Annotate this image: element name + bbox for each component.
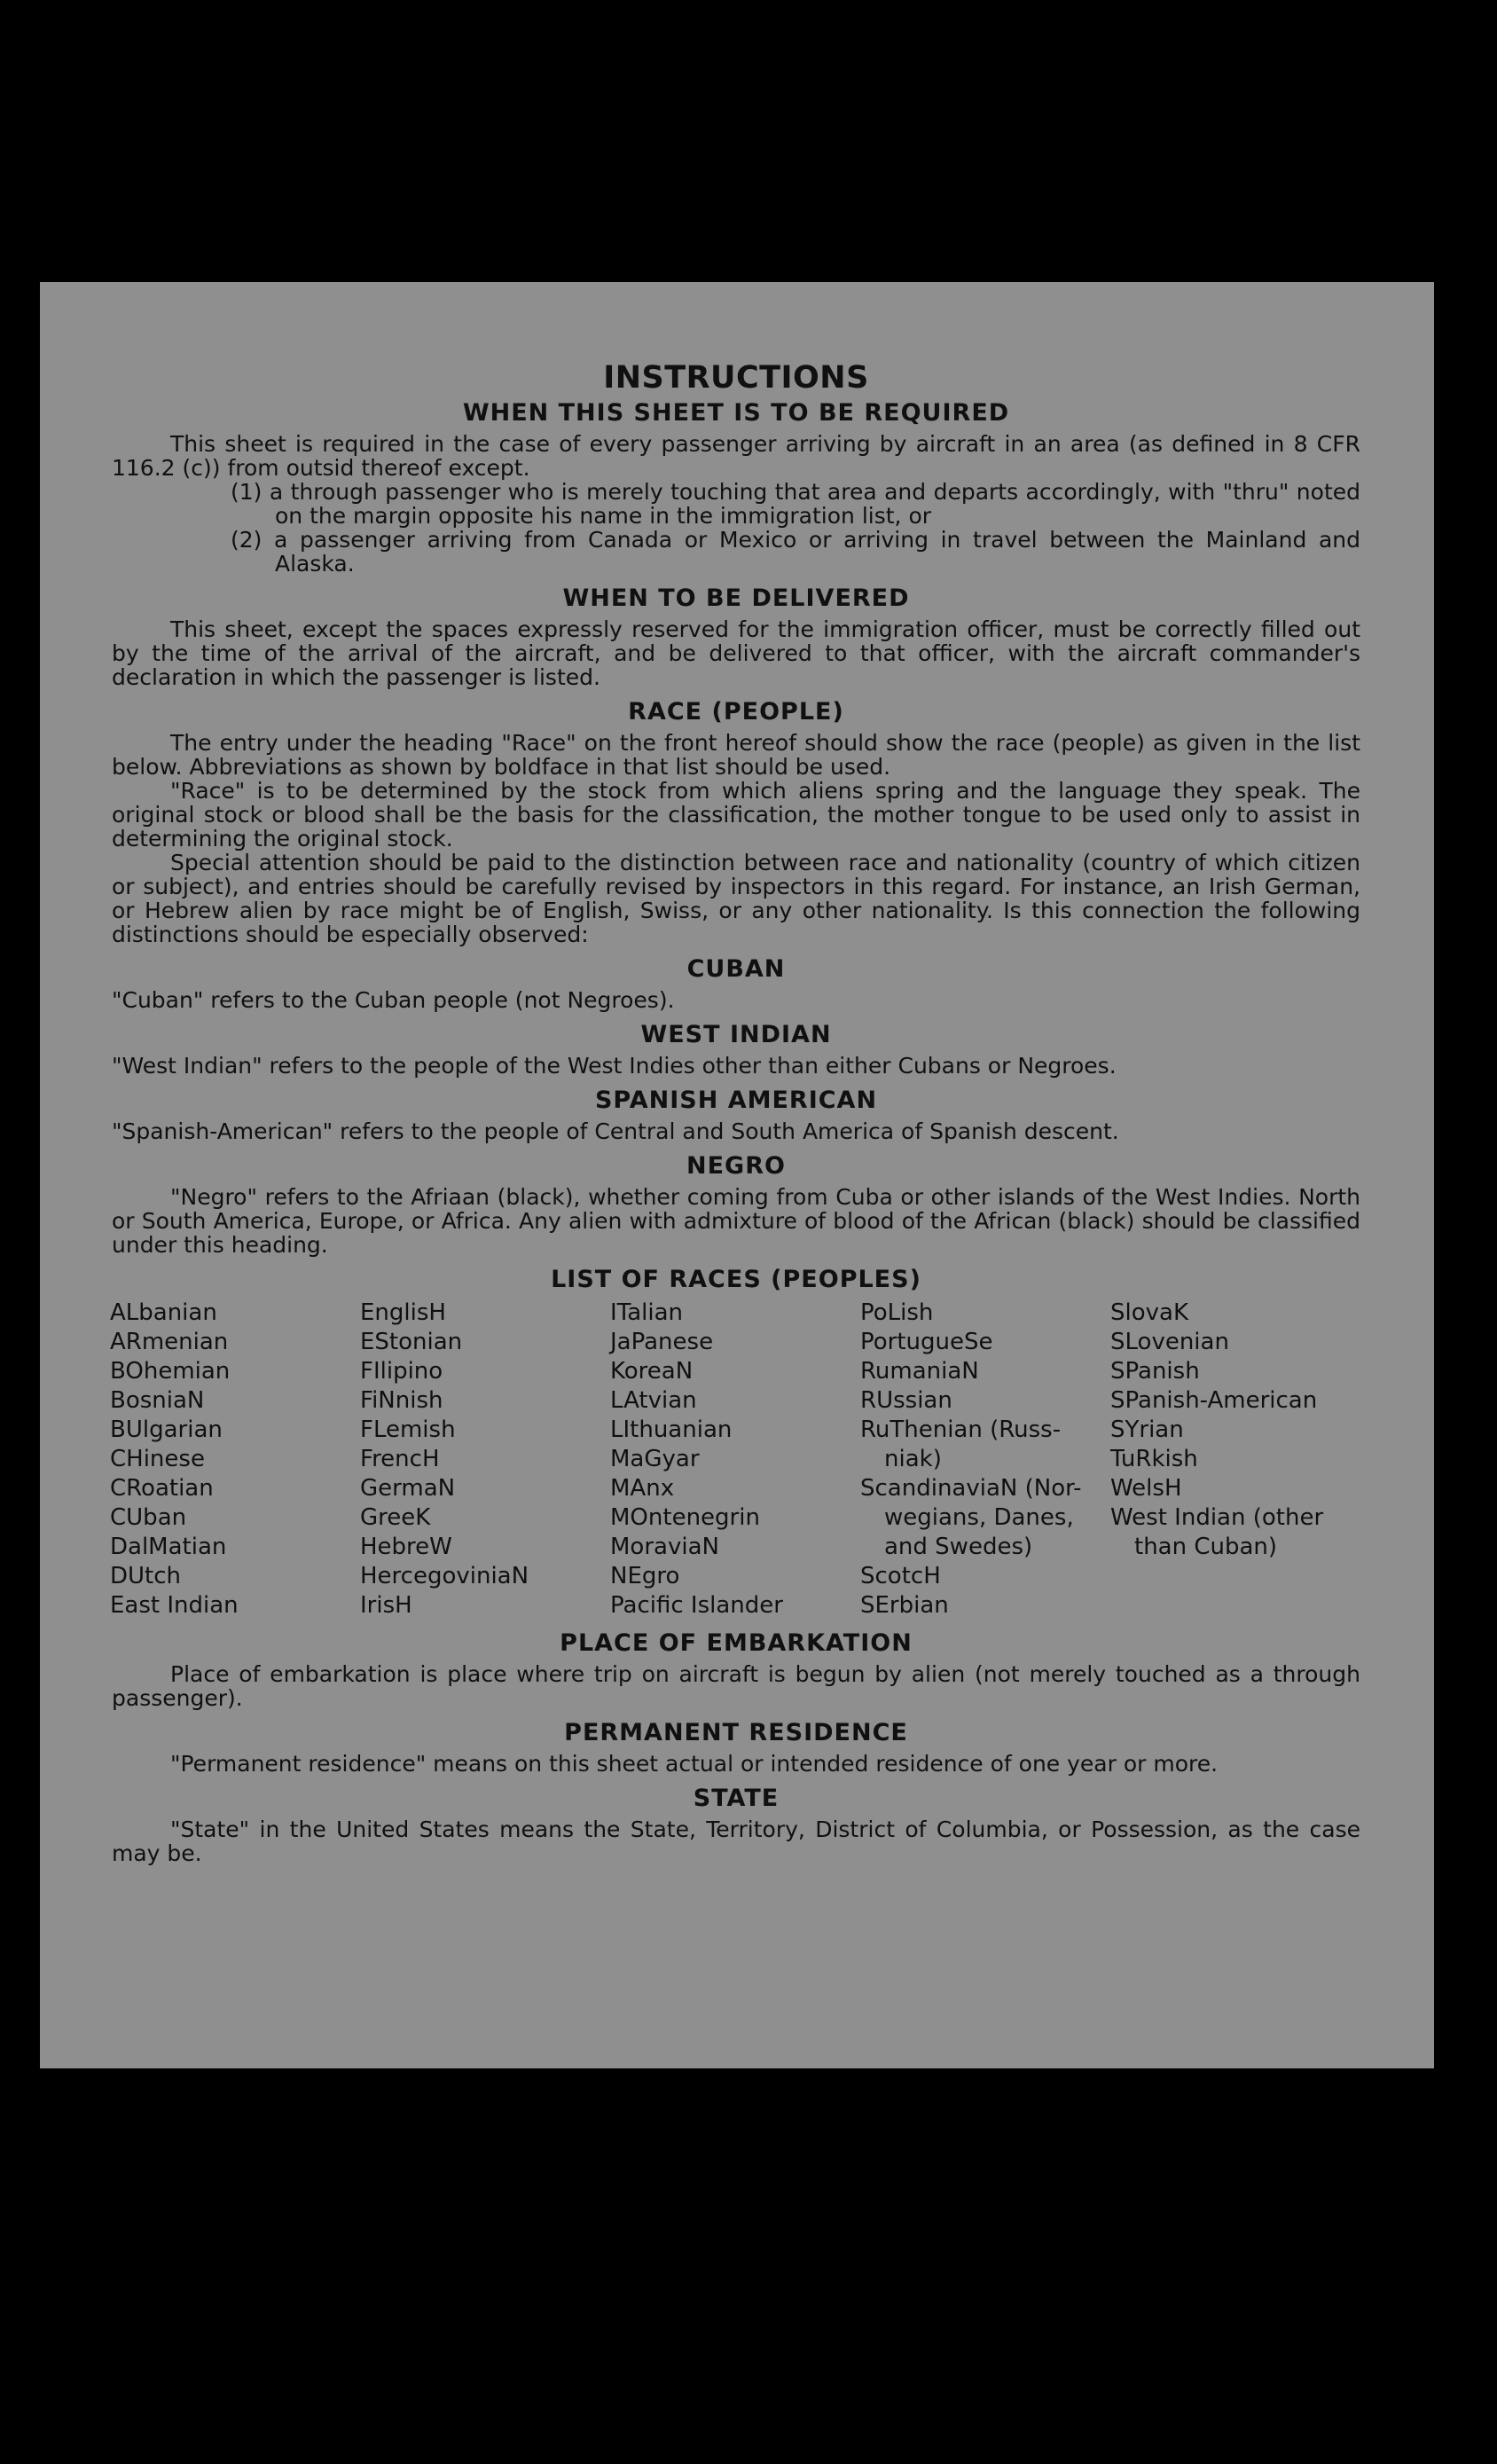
race-item: RUssian <box>860 1387 952 1414</box>
required-item-1: (1) a through passenger who is merely touching that area and departs accordingly, with "thru" noted on the margin opposite his name in the immigration list, or <box>231 479 1360 529</box>
instruction-sheet <box>40 282 1434 2068</box>
negro-text: "Negro" refers to the Afriaan (black), whether coming from Cuba or other islands of the West Indies. North or South America, Europe, or Africa. Any alien with admixture of blood of the African (black) should be classified under this heading. <box>112 1184 1360 1258</box>
residence-text: "Permanent residence" means on this sheet actual or intended residence of one year or more. <box>170 1751 1219 1777</box>
race-item: GreeK <box>360 1504 431 1531</box>
race-item: BOhemian <box>110 1358 231 1385</box>
race-item-continuation: and Swedes) <box>884 1534 1033 1560</box>
race-item: DalMatian <box>110 1534 227 1560</box>
race-item: HercegoviniaN <box>360 1563 529 1589</box>
races-column-3 <box>610 1299 860 1620</box>
race-item: PortugueSe <box>860 1329 993 1355</box>
race-item: LIthuanian <box>610 1416 733 1443</box>
race-item: BUlgarian <box>110 1416 223 1443</box>
race-item: FiNnish <box>360 1387 443 1414</box>
race-paragraph-2: "Race" is to be determined by the stock from which aliens spring and the language they speak. The original stock or blood shall be the basis for the classification, the mother tongue to be used only to assist in determining the original stock. <box>112 778 1360 851</box>
race-item: ScandinaviaN (Nor- <box>860 1475 1082 1502</box>
race-item: MAnx <box>610 1475 675 1502</box>
race-item: WelsH <box>1110 1475 1182 1502</box>
embarkation-text: Place of embarkation is place where trip on aircraft is begun by alien (not merely touched as a through passenger). <box>112 1661 1360 1711</box>
race-item: GermaN <box>360 1475 456 1502</box>
race-item-continuation: wegians, Danes, <box>884 1504 1074 1531</box>
race-item: PoLish <box>860 1299 934 1326</box>
cuban-text: "Cuban" refers to the Cuban people (not Negroes). <box>112 987 675 1013</box>
race-item: SYrian <box>1110 1416 1184 1443</box>
heading-race: RACE (PEOPLE) <box>628 698 844 726</box>
race-item: BosniaN <box>110 1387 205 1414</box>
race-item-continuation: than Cuban) <box>1134 1534 1278 1560</box>
race-item: JaPanese <box>610 1329 714 1355</box>
race-item: LAtvian <box>610 1387 697 1414</box>
races-column-1 <box>110 1299 360 1620</box>
race-item: ARmenian <box>110 1329 229 1355</box>
race-item: SlovaK <box>1110 1299 1189 1326</box>
race-item: IrisH <box>360 1592 412 1619</box>
race-item: DUtch <box>110 1563 182 1589</box>
heading-west-indian: WEST INDIAN <box>640 1021 832 1048</box>
race-item: Pacific Islander <box>610 1592 783 1619</box>
race-item: NEgro <box>610 1563 680 1589</box>
page-title: INSTRUCTIONS <box>603 360 869 396</box>
race-item: EnglisH <box>360 1299 446 1326</box>
race-item: SPanish <box>1110 1358 1200 1385</box>
races-column-4 <box>860 1299 1110 1620</box>
race-paragraph-1: The entry under the heading "Race" on the front hereof should show the race (people) as given in the list below. Abbreviations as shown by boldface in that list should be used. <box>112 730 1360 780</box>
heading-cuban: CUBAN <box>686 955 786 983</box>
heading-place-of-embarkation: PLACE OF EMBARKATION <box>560 1629 913 1657</box>
race-item: ALbanian <box>110 1299 217 1326</box>
race-item: KoreaN <box>610 1358 694 1385</box>
heading-negro: NEGRO <box>686 1152 786 1180</box>
race-item: MOntenegrin <box>610 1504 760 1531</box>
race-item: ScotcH <box>860 1563 941 1589</box>
race-item: SLovenian <box>1110 1329 1229 1355</box>
race-item: MaGyar <box>610 1446 700 1472</box>
race-paragraph-3: Special attention should be paid to the distinction between race and nationality (country of which citizen or subject), and entries should be carefully revised by inspectors in this regard. For instance, an Irish German, or Hebrew alien by race might be of English, Swiss, or any other nationality. Is this connection the following distinctions should be especially observed: <box>112 850 1360 947</box>
race-item: East Indian <box>110 1592 239 1619</box>
spanish-american-text: "Spanish-American" refers to the people of Central and South America of Spanish descent. <box>112 1118 1119 1144</box>
race-item: SErbian <box>860 1592 949 1619</box>
race-item: West Indian (other <box>1110 1504 1324 1531</box>
heading-state: STATE <box>693 1785 780 1812</box>
heading-when-required: WHEN THIS SHEET IS TO BE REQUIRED <box>462 399 1010 427</box>
required-item-2: (2) a passenger arriving from Canada or Mexico or arriving in travel between the Mainland and Alaska. <box>231 527 1360 577</box>
races-list <box>110 1299 1360 1620</box>
race-item: ITalian <box>610 1299 684 1326</box>
race-item: HebreW <box>360 1534 452 1560</box>
delivered-text: This sheet, except the spaces expressly reserved for the immigration officer, must be correctly filled out by the time of the arrival of the aircraft, and be delivered to that officer, with the aircraft commander's declaration in which the passenger is listed. <box>112 616 1360 690</box>
heading-when-delivered: WHEN TO BE DELIVERED <box>562 585 910 612</box>
race-item: FrencH <box>360 1446 440 1472</box>
races-column-2 <box>360 1299 610 1620</box>
state-text: "State" in the United States means the State, Territory, District of Columbia, or Possession, as the case may be. <box>112 1817 1360 1866</box>
race-item: SPanish-American <box>1110 1387 1318 1414</box>
heading-list-of-races: LIST OF RACES (PEOPLES) <box>551 1266 921 1293</box>
races-column-5 <box>1110 1299 1360 1620</box>
heading-spanish-american: SPANISH AMERICAN <box>594 1087 878 1114</box>
race-item: EStonian <box>360 1329 463 1355</box>
race-item: RuThenian (Russ- <box>860 1416 1062 1443</box>
race-item: MoraviaN <box>610 1534 719 1560</box>
race-item-continuation: niak) <box>884 1446 942 1472</box>
race-item: FLemish <box>360 1416 456 1443</box>
race-item: FIlipino <box>360 1358 443 1385</box>
race-item: CRoatian <box>110 1475 214 1502</box>
west-indian-text: "West Indian" refers to the people of the West Indies other than either Cubans or Negroes. <box>112 1053 1117 1079</box>
race-item: CHinese <box>110 1446 205 1472</box>
race-item: TuRkish <box>1110 1446 1198 1472</box>
required-intro: This sheet is required in the case of every passenger arriving by aircraft in an area (as defined in 8 CFR 116.2 (c)) from outsid thereof except. <box>112 431 1360 481</box>
race-item: RumaniaN <box>860 1358 979 1385</box>
heading-permanent-residence: PERMANENT RESIDENCE <box>564 1719 908 1746</box>
race-item: CUban <box>110 1504 187 1531</box>
